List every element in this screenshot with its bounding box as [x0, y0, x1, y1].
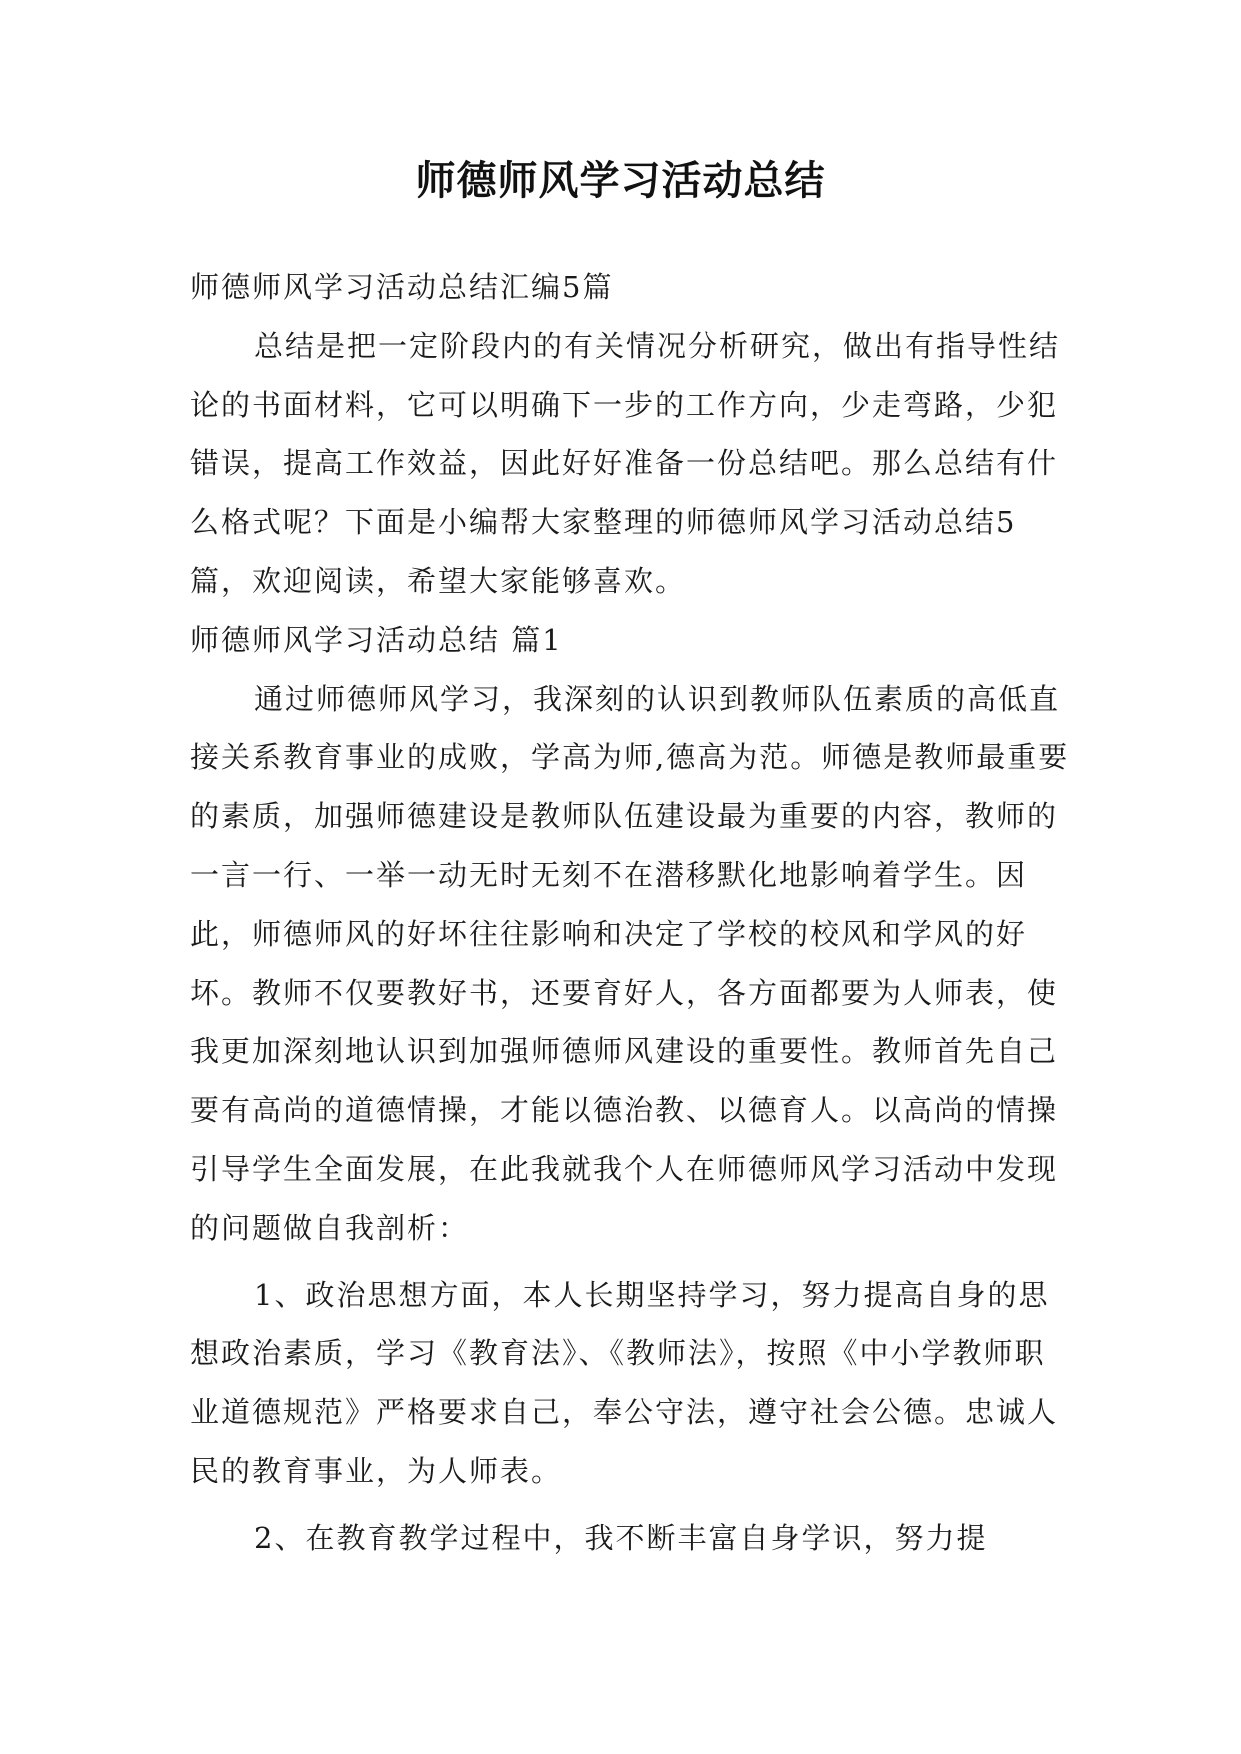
- document-subtitle: 师德师风学习活动总结汇编5篇: [190, 270, 614, 304]
- document-title: 师德师风学习活动总结: [415, 158, 826, 204]
- section-paragraph: 通过师德师风学习，我深刻的认识到教师队伍素质的高低直接关系教育事业的成败，学高为师,德高为范。师德是教师最重要的素质，加强师德建设是教师队伍建设最为重要的内容，教师的一言一行、一举一动无时无刻不在潜移默化地影响着学生。因此，师德师风的好坏往往影响和决定了学校的校风和学风的好坏。教师不仅要教好书，还要育好人，各方面都要为人师表，使我更加深刻地认识到加强师德师风建设的重要性。教师首先自己要有高尚的道德情操，才能以德治教、以德育人。以高尚的情操引导学生全面发展，在此我就我个人在师德师风学习活动中发现的问题做自我剖析：: [190, 681, 1070, 1245]
- section-heading: 师德师风学习活动总结 篇1: [190, 622, 563, 657]
- point-paragraph-2: 2、在教育教学过程中，我不断丰富自身学识，努力提: [254, 1520, 988, 1555]
- document-body: [190, 258, 1070, 1568]
- point-paragraph-1: 1、政治思想方面，本人长期坚持学习，努力提高自身的思想政治素质，学习《教育法》、《教师法》，按照《中小学教师职业道德规范》严格要求自己，奉公守法，遵守社会公德。忠诚人民的教育事业，为人师表。: [190, 1277, 1059, 1488]
- intro-paragraph: 总结是把一定阶段内的有关情况分析研究，做出有指导性结论的书面材料，它可以明确下一步的工作方向，少走弯路，少犯错误，提高工作效益，因此好好准备一份总结吧。那么总结有什么格式呢？下面是小编帮大家整理的师德师风学习活动总结5篇，欢迎阅读，希望大家能够喜欢。: [190, 328, 1061, 598]
